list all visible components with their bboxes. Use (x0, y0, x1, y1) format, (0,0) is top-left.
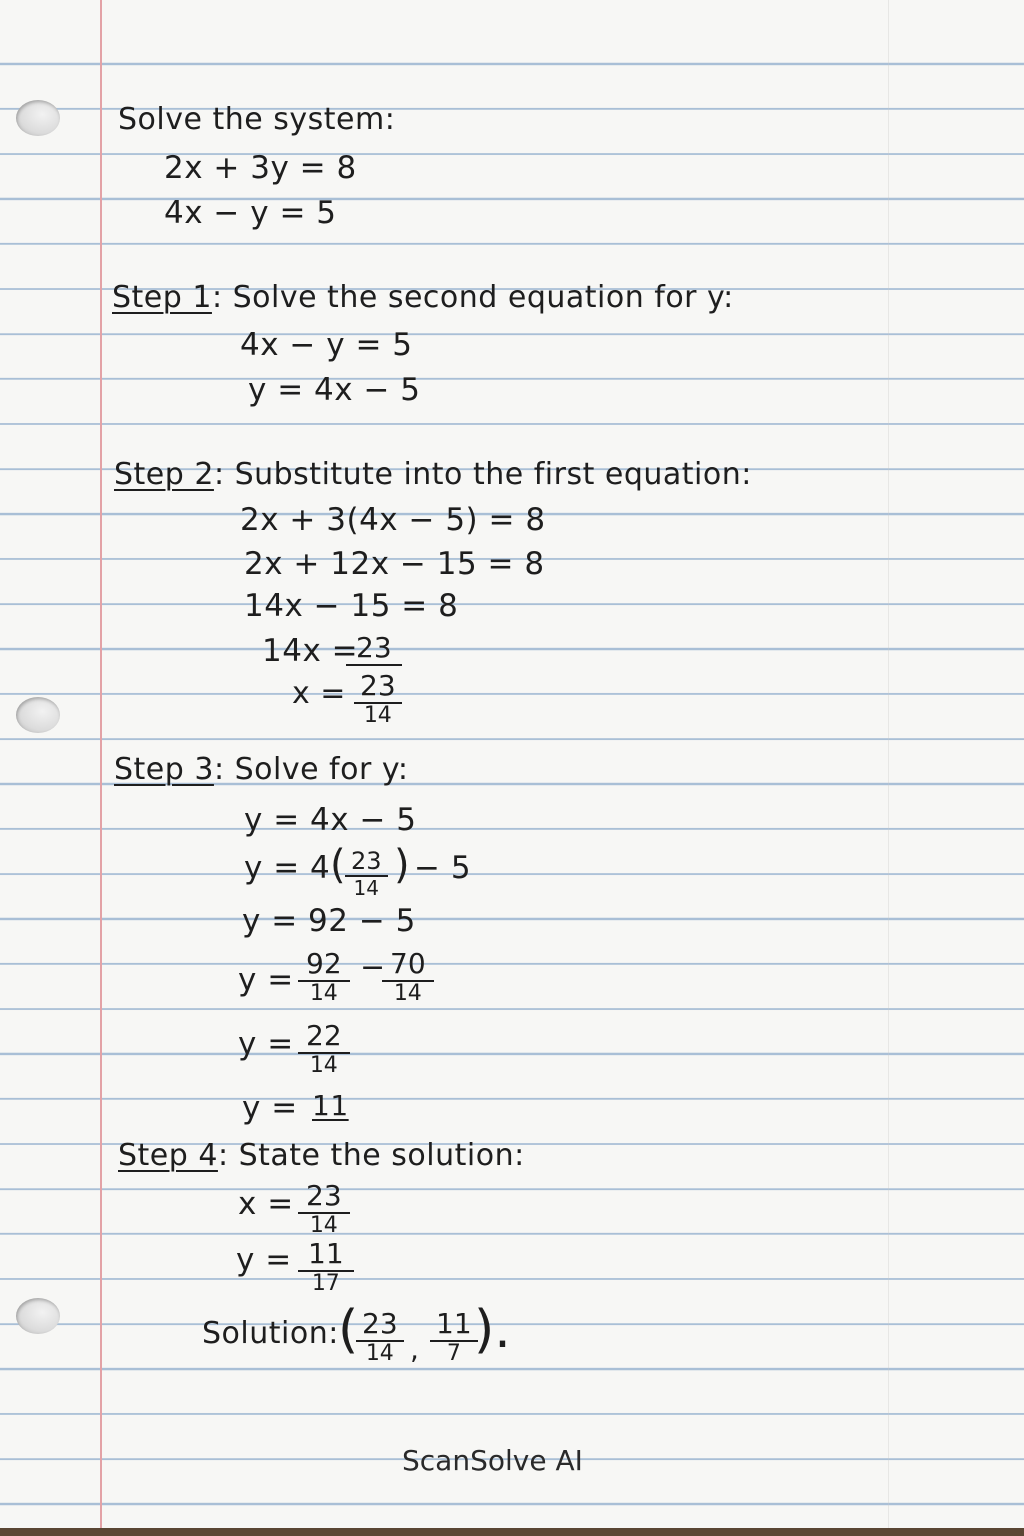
step2-line-5-left: x = (292, 676, 346, 711)
step4-y-left: y = (236, 1242, 292, 1278)
step3-line-4-minus: − (360, 950, 386, 985)
problem-equation-1: 2x + 3y = 8 (164, 150, 357, 186)
step1-heading (112, 280, 734, 316)
step3-line-2-open-paren: ( (330, 842, 346, 888)
step1-line-1: 4x − y = 5 (240, 327, 413, 363)
step4-x-left: x = (238, 1186, 294, 1222)
punch-hole-top (16, 100, 60, 136)
step3-line-4-denominator-2: 14 (393, 981, 422, 1006)
solution-fraction-x (356, 1307, 404, 1366)
step2-label: Step 2 (114, 457, 214, 492)
step1-label: Step 1 (112, 280, 212, 315)
step2-line-3: 14x − 15 = 8 (244, 588, 459, 624)
step3-line-5-fraction (298, 1019, 350, 1078)
step4-y-numerator: 11 (298, 1240, 354, 1272)
step3-line-3: y = 92 − 5 (242, 903, 416, 939)
solution-comma: , (410, 1333, 420, 1366)
fold-line (888, 0, 889, 1528)
step3-line-2-right: − 5 (414, 850, 472, 886)
solution-open-paren: ( (338, 1300, 359, 1360)
step2-line-2: 2x + 12x − 15 = 8 (244, 546, 545, 582)
step3-line-4-fraction-2 (382, 947, 434, 1006)
step3-heading (114, 752, 409, 788)
step2-line-4-numerator: 23 (346, 634, 402, 666)
step3-line-4-numerator-1: 92 (298, 950, 350, 982)
step1-text: : Solve the second equation for y: (211, 280, 734, 315)
step3-line-5-denominator: 14 (309, 1053, 338, 1078)
step3-line-4-fraction-1 (298, 947, 350, 1006)
step4-x-denominator: 14 (309, 1213, 338, 1238)
solution-label: Solution: (202, 1316, 339, 1351)
step3-line-2-left: y = 4 (244, 850, 331, 886)
step2-line-1: 2x + 3(4x − 5) = 8 (240, 502, 546, 538)
step3-line-2-fraction (345, 849, 388, 899)
step4-text: : State the solution: (217, 1138, 525, 1173)
solution-y-denominator: 7 (446, 1341, 461, 1366)
step3-line-2-denominator: 14 (353, 876, 379, 900)
margin-line (100, 0, 102, 1528)
solution-close-paren: ). (474, 1300, 511, 1360)
step2-text: : Substitute into the first equation: (213, 457, 752, 492)
solution-x-numerator: 23 (356, 1310, 404, 1342)
step2-line-5-fraction (354, 669, 402, 728)
step3-label: Step 3 (114, 752, 214, 787)
problem-title: Solve the system: (118, 102, 396, 137)
step3-text: : Solve for y: (213, 752, 409, 787)
step4-label: Step 4 (118, 1138, 218, 1173)
solution-x-denominator: 14 (365, 1341, 394, 1366)
step2-line-5-numerator: 23 (354, 672, 402, 704)
step4-y-denominator: 17 (311, 1271, 340, 1296)
step3-line-5-numerator: 22 (298, 1022, 350, 1054)
step2-line-5-denominator: 14 (363, 703, 392, 728)
step4-x-numerator: 23 (298, 1182, 350, 1214)
problem-equation-2: 4x − y = 5 (164, 195, 337, 231)
step3-line-4-denominator-1: 14 (309, 981, 338, 1006)
step4-y-fraction (298, 1237, 354, 1296)
step4-x-fraction (298, 1179, 350, 1238)
step2-line-4-left: 14x = (262, 633, 359, 669)
punch-hole-middle (16, 697, 60, 733)
step3-line-2-numerator: 23 (345, 849, 388, 877)
solution-y-numerator: 11 (430, 1310, 478, 1342)
step4-heading (118, 1138, 525, 1174)
punch-hole-bottom (16, 1298, 60, 1334)
footer-brand: ScanSolve AI (402, 1444, 583, 1477)
step1-line-2: y = 4x − 5 (248, 372, 421, 408)
step3-line-6-value: 11 (312, 1089, 349, 1122)
step2-line-4-fraction (346, 631, 402, 666)
step3-line-6-left: y = (242, 1090, 298, 1126)
step2-heading (114, 457, 752, 493)
step3-line-4-left: y = (238, 962, 294, 998)
solution-fraction-y (430, 1307, 478, 1366)
step3-line-1: y = 4x − 5 (244, 802, 417, 838)
step3-line-4-numerator-2: 70 (382, 950, 434, 982)
step3-line-5-left: y = (238, 1026, 294, 1062)
step3-line-2-close-paren: ) (394, 842, 410, 888)
